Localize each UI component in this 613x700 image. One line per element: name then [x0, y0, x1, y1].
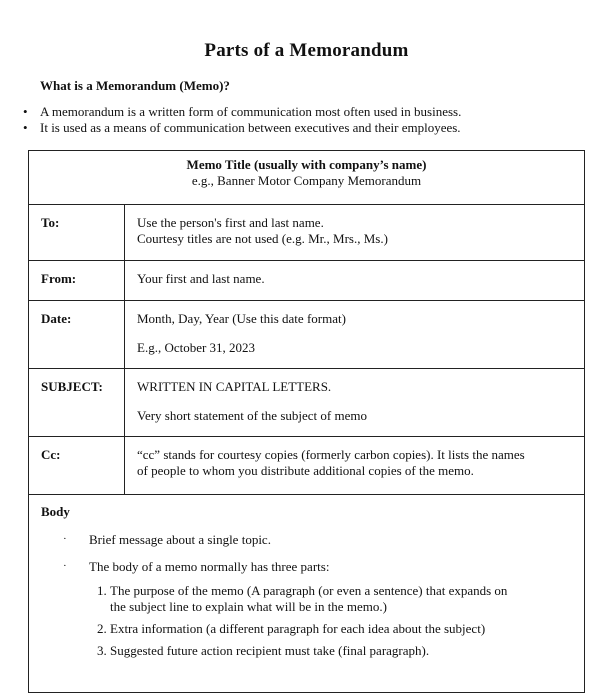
value-line: E.g., October 31, 2023	[137, 340, 256, 355]
item-text: Extra information (a different paragraph for each idea about the subject)	[110, 621, 486, 636]
value-line: Use the person's first and last name.	[137, 215, 324, 230]
item-line: the subject line to explain what will be in the memo.)	[110, 599, 387, 614]
item-number: 3.	[97, 643, 107, 658]
row-label: SUBJECT:	[41, 379, 103, 394]
bullet-icon: ·	[63, 560, 67, 572]
table-row-from	[29, 261, 584, 301]
row-label: Cc:	[41, 447, 61, 462]
row-label: Date:	[41, 311, 72, 326]
list-item	[20, 104, 461, 120]
table-row-cc	[29, 437, 584, 495]
list-item	[63, 532, 271, 548]
item-number: 1.	[97, 583, 107, 598]
list-item	[20, 120, 461, 136]
value-line: WRITTEN IN CAPITAL LETTERS.	[137, 379, 332, 394]
value-line: Courtesy titles are not used (e.g. Mr., Mrs., Ms.)	[137, 231, 388, 246]
bullet-text: The body of a memo normally has three parts:	[89, 559, 330, 574]
row-value: Your first and last name.	[137, 271, 265, 286]
value-line: Very short statement of the subject of memo	[137, 408, 367, 423]
row-label: To:	[41, 215, 60, 230]
row-value	[137, 215, 574, 247]
value-line: Month, Day, Year (Use this date format)	[137, 311, 346, 326]
item-text	[110, 583, 567, 615]
item-line: The purpose of the memo (A paragraph (or even a sentence) that expands on	[110, 583, 508, 598]
list-item	[63, 559, 330, 575]
row-value	[137, 379, 574, 424]
memo-title: Memo Title (usually with company’s name)	[186, 157, 427, 172]
bullet-icon: •	[23, 120, 28, 135]
row-value	[137, 311, 574, 356]
item-number: 2.	[97, 621, 107, 636]
table-row-date	[29, 301, 584, 369]
memo-table	[28, 150, 585, 693]
body-label: Body	[41, 504, 70, 519]
table-row-subject	[29, 369, 584, 437]
memo-header-cell	[29, 151, 584, 205]
intro-bullet-list	[20, 104, 461, 136]
bullet-text: Brief message about a single topic.	[89, 532, 271, 547]
page-title: Parts of a Memorandum	[204, 40, 409, 61]
row-label: From:	[41, 271, 77, 286]
row-value	[137, 447, 574, 479]
bullet-text: A memorandum is a written form of communication most often used in business.	[40, 104, 462, 119]
bullet-icon: •	[23, 104, 28, 119]
section-heading: What is a Memorandum (Memo)?	[40, 78, 230, 93]
table-row-to	[29, 205, 584, 261]
item-text: Suggested future action recipient must take (final paragraph).	[110, 643, 430, 658]
bullet-icon: ·	[63, 533, 67, 545]
value-line: “cc” stands for courtesy copies (formerly carbon copies). It lists the names	[137, 447, 525, 462]
value-line: of people to whom you distribute additional copies of the memo.	[137, 463, 474, 478]
memo-title-example: e.g., Banner Motor Company Memorandum	[191, 173, 422, 188]
bullet-text: It is used as a means of communication between executives and their employees.	[40, 120, 461, 135]
